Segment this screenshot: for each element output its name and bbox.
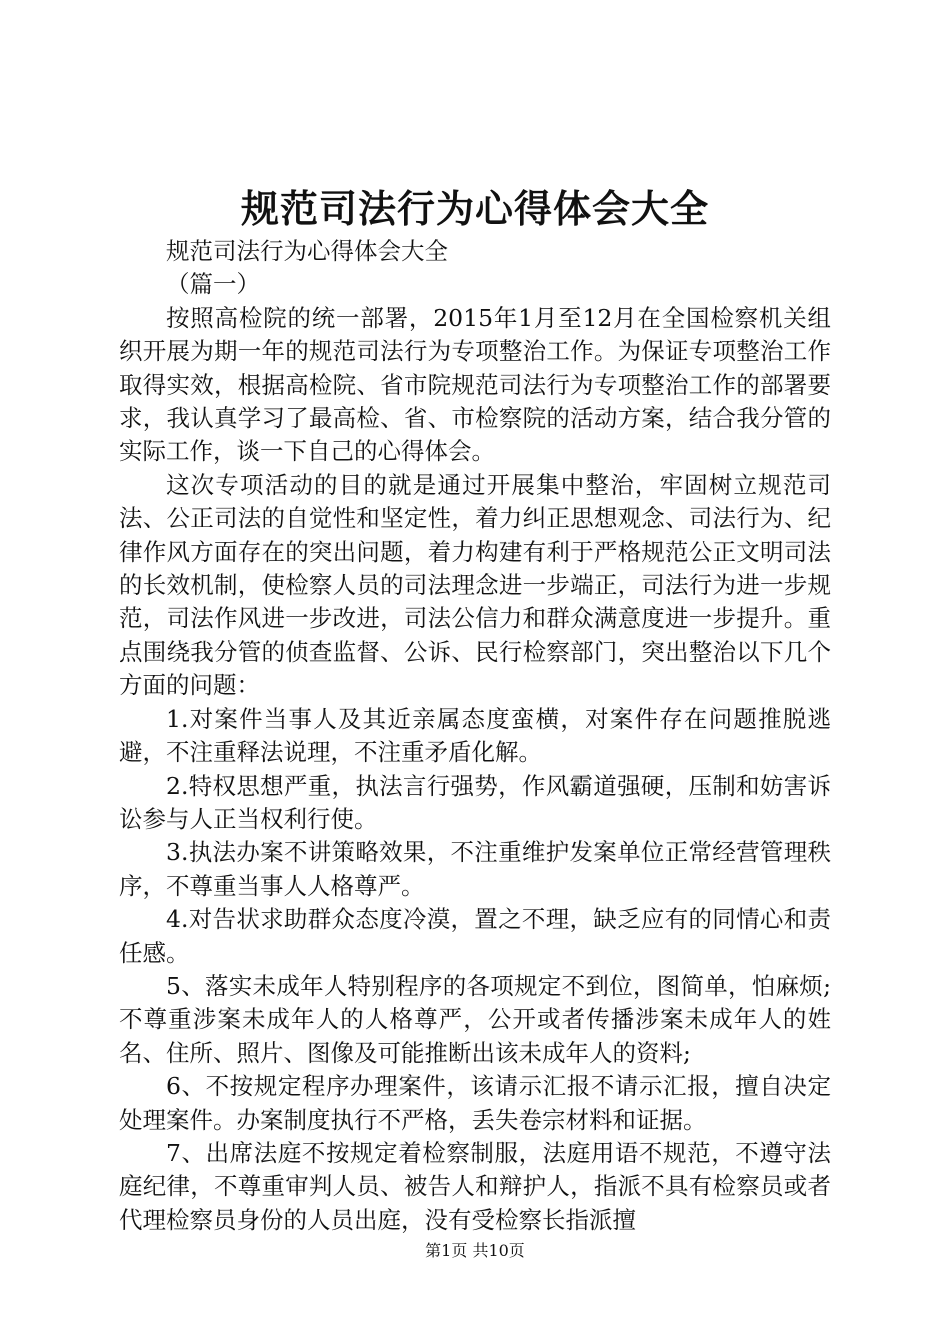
list-item: 1.对案件当事人及其近亲属态度蛮横，对案件存在问题推脱逃避，不注重释法说理，不注重矛盾化解。	[119, 704, 831, 767]
list-item: 3.执法办案不讲策略效果，不注重维护发案单位正常经营管理秩序，不尊重当事人人格尊严。	[119, 838, 831, 900]
list-item: 5、落实未成年人特别程序的各项规定不到位，图简单，怕麻烦;不尊重涉案未成年人的人格尊严，公开或者传播涉案未成年人的姓名、住所、照片、图像及可能推断出该未成年人的资料;	[119, 971, 831, 1067]
page-footer	[0, 1240, 950, 1262]
list-item: 7、出席法庭不按规定着检察制服，法庭用语不规范，不遵守法庭纪律，不尊重审判人员、被告人和辩护人，指派不具有检察员或者代理检察员身份的人员出庭，没有受检察长指派擅	[119, 1138, 831, 1234]
list-item: 6、不按规定程序办理案件，该请示汇报不请示汇报，擅自决定处理案件。办案制度执行不严格，丢失卷宗材料和证据。	[119, 1072, 831, 1134]
page-number: 第1页 共10页	[425, 1241, 525, 1260]
section-label: （篇一）	[166, 270, 260, 299]
paragraph: 按照高检院的统一部署，2015年1月至12月在全国检察机关组织开展为期一年的规范司法行为专项整治工作。为保证专项整治工作取得实效，根据高检院、省市院规范司法行为专项整治工作的部署要求，我认真学习了最高检、省、市检察院的活动方案，结合我分管的实际工作，谈一下自己的心得体会。	[119, 303, 831, 466]
document-body	[119, 235, 831, 1237]
document-title: 规范司法行为心得体会大全	[240, 187, 709, 231]
subtitle-line: 规范司法行为心得体会大全	[166, 237, 448, 265]
list-item: 4.对告状求助群众态度冷漠，置之不理，缺乏应有的同情心和责任感。	[119, 905, 831, 967]
paragraph: 这次专项活动的目的就是通过开展集中整治，牢固树立规范司法、公正司法的自觉性和坚定性，着力纠正思想观念、司法行为、纪律作风方面存在的突出问题，着力构建有利于严格规范公正文明司法的长效机制，使检察人员的司法理念进一步端正，司法行为进一步规范，司法作风进一步改进，司法公信力和群众满意度进一步提升。重点围绕我分管的侦查监督、公诉、民行检察部门，突出整治以下几个方面的问题：	[119, 470, 831, 700]
list-item: 2.特权思想严重，执法言行强势，作风霸道强硬，压制和妨害诉讼参与人正当权利行使。	[119, 771, 831, 833]
